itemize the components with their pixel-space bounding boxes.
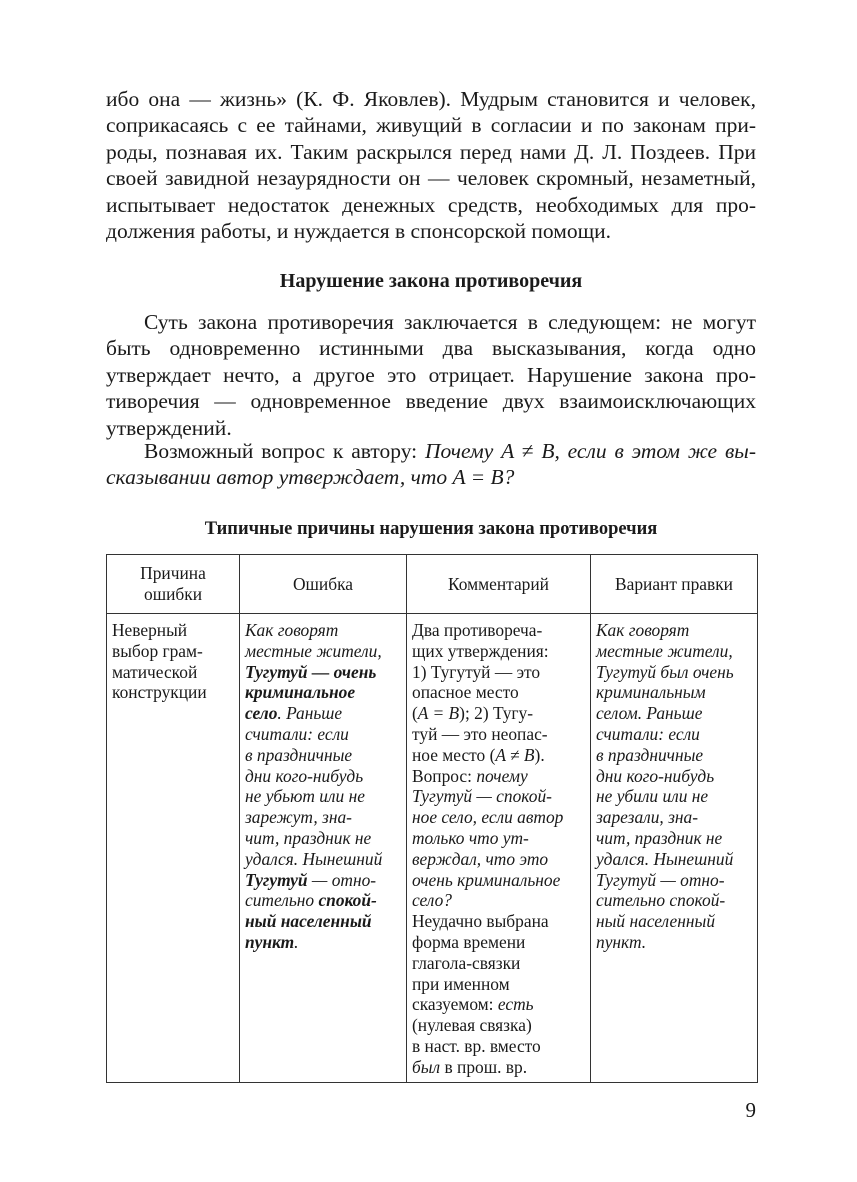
text-line: утверждений. [106,415,232,440]
text-line: испытывает недостаток денежных средств, необходимых для про- [106,192,756,217]
cell-cause: Неверный выбор грам- матической конструкции [107,614,240,1083]
table-header-row [107,555,758,614]
question-text: Почему A ≠ B, если в этом же вы- [425,439,756,463]
question-intro: Возможный вопрос к автору: [144,439,425,463]
paragraph-intro [106,86,756,244]
text-line: своей завидной незаурядности он — человек скромный, незаметный, [106,166,756,191]
text-line: должения работы, и нуждается в спонсорской помощи. [106,219,612,244]
errors-table [106,554,758,1083]
header-error: Ошибка [240,555,407,614]
text-line: роды, познавая их. Таким раскрылся перед нами Д. Л. Поздеев. При [106,139,756,164]
cell-error: Как говорят местные жители, Тугутуй — очень криминальное село. Раньше считали: если в праздничные дни кого-нибудь не убьют или не зарежут, зна- чит, праздник не удался. Нынешний Тугутуй — отно- сительно спокой- ный населенный пункт. [240,614,407,1083]
paragraph-question [106,438,756,491]
text-line: соприкасаясь с ее тайнами, живущий в согласии и по законам при- [106,113,756,138]
table-row [107,614,758,1083]
text-line: Суть закона противоречия заключается в следующем: не могут [144,310,756,334]
text-line: тиворечия — одновременное введение двух взаимоисключающих [106,389,756,414]
text-line: ибо она — жизнь» (К. Ф. Яковлев). Мудрым становится и человек, [106,87,756,111]
section-heading: Нарушение закона противоречия [279,270,583,292]
question-text: сказывании автор утверждает, что A = B? [106,465,515,490]
header-cause: Причина ошибки [107,555,240,614]
table-caption: Типичные причины нарушения закона противоречия [204,519,658,539]
page-number: 9 [745,1098,756,1122]
text-line [106,438,756,464]
paragraph-definition [106,309,756,441]
text-line: утверждает нечто, а другое это отрицает. Нарушение закона про- [106,362,756,387]
text-line: быть одновременно истинными два высказывания, когда одно [106,336,756,361]
header-fix: Вариант правки [591,555,758,614]
header-comment: Комментарий [407,555,591,614]
cell-comment: Два противореча- щих утверждения: 1) Тугутуй — это опасное место (A = B); 2) Тугу- туй — это неопас- ное место (A ≠ B). Вопрос: почему Тугутуй — спокой- ное село, если автор только что ут- верждал, что это очень криминальное село? Неудачно выбрана форма времени глагола-связки при именном сказуемом: есть (нулевая связка) в наст. вр. вместо был в прош. вр. [407,614,591,1083]
cell-fix: Как говорят местные жители, Тугутуй был очень криминальным селом. Раньше считали: если в праздничные дни кого-нибудь не убили или не зарезали, зна- чит, праздник не удался. Нынешний Тугутуй — отно- сительно спокой- ный населенный пункт. [591,614,758,1083]
